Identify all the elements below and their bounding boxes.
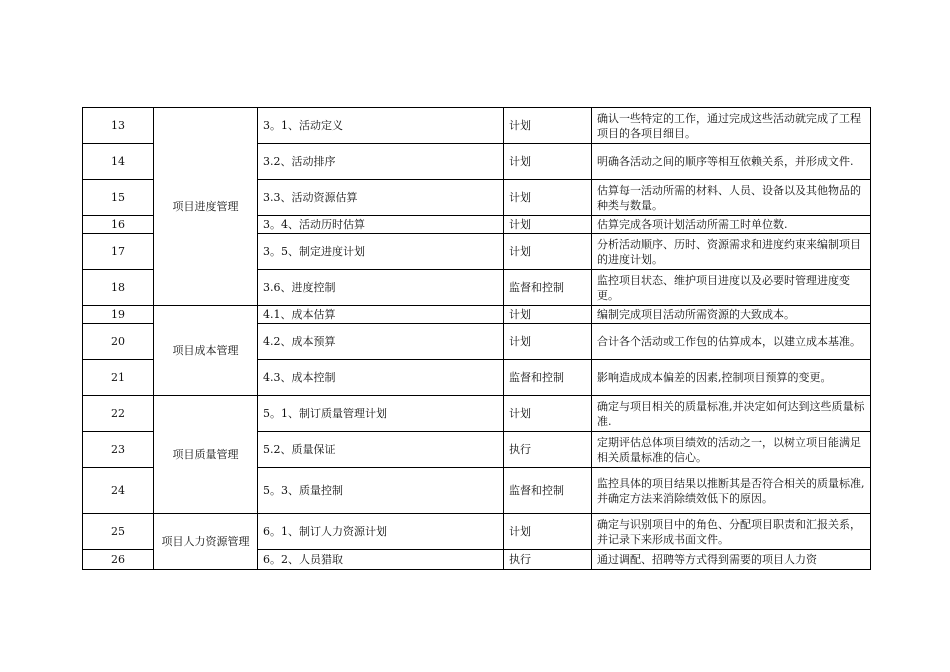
process-name: 6。1、制订人力资源计划 bbox=[258, 514, 504, 550]
process-name: 3.3、活动资源估算 bbox=[258, 180, 504, 216]
process-description: 分析活动顺序、历时、资源需求和进度约束来编制项目的进度计划。 bbox=[592, 234, 871, 270]
knowledge-area-hr: 项目人力资源管理 bbox=[154, 514, 258, 570]
row-number: 17 bbox=[83, 234, 154, 270]
process-name: 3.6、进度控制 bbox=[258, 270, 504, 306]
process-name: 6。2、人员猎取 bbox=[258, 550, 504, 570]
process-group: 计划 bbox=[504, 234, 592, 270]
row-number: 21 bbox=[83, 360, 154, 396]
process-group: 计划 bbox=[504, 108, 592, 144]
table-row bbox=[83, 108, 871, 144]
row-number: 26 bbox=[83, 550, 154, 570]
row-number: 15 bbox=[83, 180, 154, 216]
process-name: 5。1、制订质量管理计划 bbox=[258, 396, 504, 432]
process-name: 5。3、质量控制 bbox=[258, 468, 504, 514]
row-number: 19 bbox=[83, 306, 154, 324]
process-group: 计划 bbox=[504, 396, 592, 432]
process-description: 确定与识别项目中的角色、分配项目职责和汇报关系，并记录下来形成书面文件。 bbox=[592, 514, 871, 550]
process-description: 定期评估总体项目绩效的活动之一，以树立项目能满足相关质量标准的信心。 bbox=[592, 432, 871, 468]
row-number: 23 bbox=[83, 432, 154, 468]
process-group: 计划 bbox=[504, 144, 592, 180]
process-group: 计划 bbox=[504, 324, 592, 360]
table-row bbox=[83, 306, 871, 324]
process-name: 4.2、成本预算 bbox=[258, 324, 504, 360]
process-description: 确认一些特定的工作，通过完成这些活动就完成了工程项目的各项目细目。 bbox=[592, 108, 871, 144]
row-number: 13 bbox=[83, 108, 154, 144]
knowledge-area-quality: 项目质量管理 bbox=[154, 396, 258, 514]
process-group: 计划 bbox=[504, 306, 592, 324]
process-group: 监督和控制 bbox=[504, 360, 592, 396]
process-name: 3。1、活动定义 bbox=[258, 108, 504, 144]
process-group: 监督和控制 bbox=[504, 468, 592, 514]
process-group: 执行 bbox=[504, 550, 592, 570]
process-name: 5.2、质量保证 bbox=[258, 432, 504, 468]
process-name: 3。4、活动历时估算 bbox=[258, 216, 504, 234]
process-group: 计划 bbox=[504, 180, 592, 216]
process-table bbox=[82, 107, 871, 570]
process-group: 执行 bbox=[504, 432, 592, 468]
row-number: 14 bbox=[83, 144, 154, 180]
process-group: 计划 bbox=[504, 514, 592, 550]
process-name: 4.3、成本控制 bbox=[258, 360, 504, 396]
table-row bbox=[83, 396, 871, 432]
process-group: 监督和控制 bbox=[504, 270, 592, 306]
process-description: 估算完成各项计划活动所需工时单位数. bbox=[592, 216, 871, 234]
row-number: 16 bbox=[83, 216, 154, 234]
row-number: 20 bbox=[83, 324, 154, 360]
row-number: 25 bbox=[83, 514, 154, 550]
process-description: 估算每一活动所需的材料、人员、设备以及其他物品的种类与数量。 bbox=[592, 180, 871, 216]
process-group: 计划 bbox=[504, 216, 592, 234]
process-description: 编制完成项目活动所需资源的大致成本。 bbox=[592, 306, 871, 324]
process-description: 监控项目状态、维护项目进度以及必要时管理进度变更。 bbox=[592, 270, 871, 306]
table-row bbox=[83, 514, 871, 550]
row-number: 24 bbox=[83, 468, 154, 514]
process-description: 明确各活动之间的顺序等相互依赖关系，并形成文件. bbox=[592, 144, 871, 180]
process-description: 通过调配、招聘等方式得到需要的项目人力资 bbox=[592, 550, 871, 570]
process-name: 4.1、成本估算 bbox=[258, 306, 504, 324]
process-name: 3。5、制定进度计划 bbox=[258, 234, 504, 270]
process-description: 影响造成成本偏差的因素,控制项目预算的变更。 bbox=[592, 360, 871, 396]
process-description: 合计各个活动或工作包的估算成本，以建立成本基准。 bbox=[592, 324, 871, 360]
process-description: 监控具体的项目结果以推断其是否符合相关的质量标准,并确定方法来消除绩效低下的原因。 bbox=[592, 468, 871, 514]
process-name: 3.2、活动排序 bbox=[258, 144, 504, 180]
row-number: 18 bbox=[83, 270, 154, 306]
row-number: 22 bbox=[83, 396, 154, 432]
knowledge-area-cost: 项目成本管理 bbox=[154, 306, 258, 396]
knowledge-area-schedule: 项目进度管理 bbox=[154, 108, 258, 306]
process-description: 确定与项目相关的质量标准,并决定如何达到这些质量标准. bbox=[592, 396, 871, 432]
